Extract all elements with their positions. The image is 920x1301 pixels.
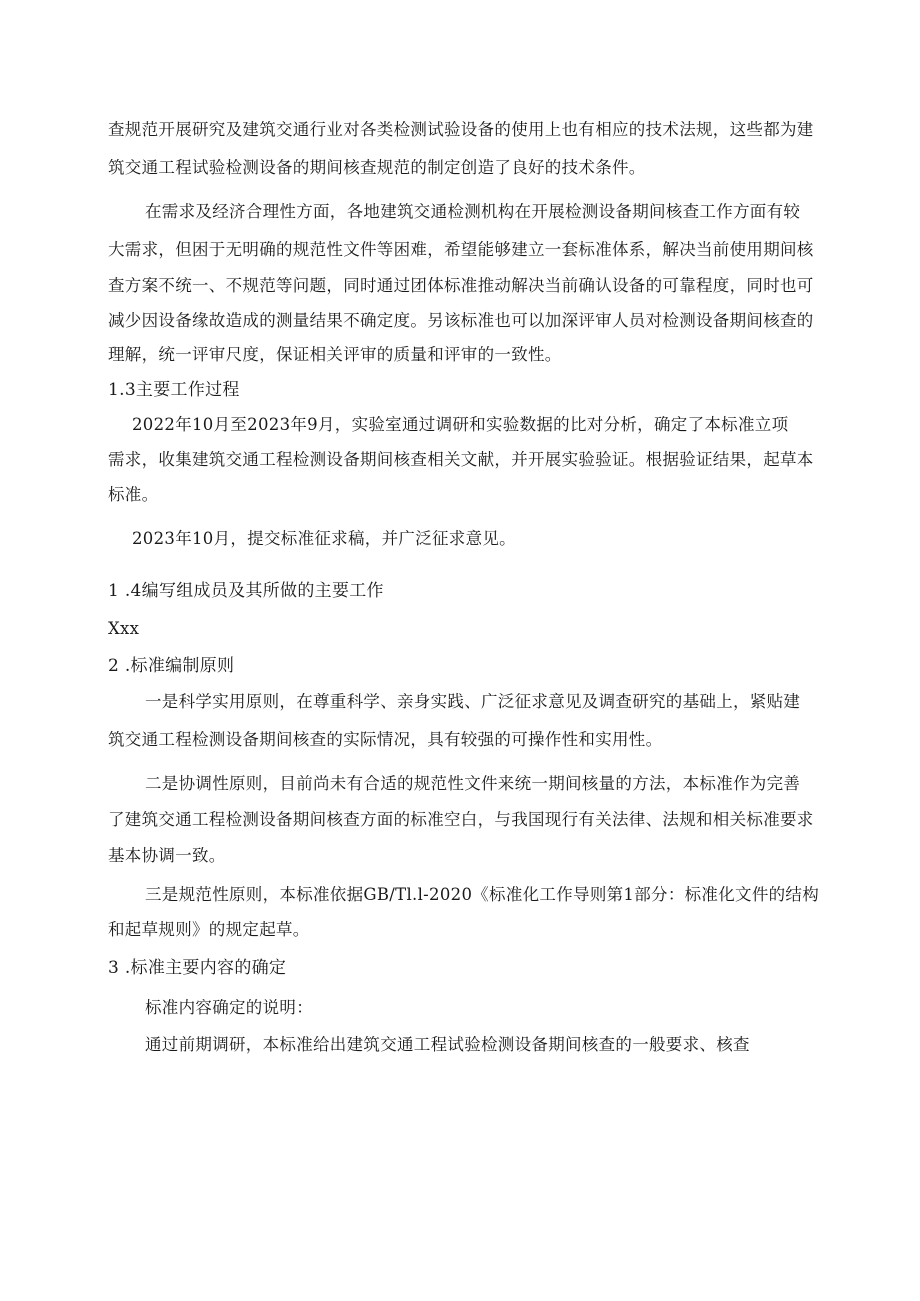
section-heading-2: 2 .标准编制原则 [108,656,235,676]
paragraph-line: 二是协调性原则，目前尚未有合适的规范性文件来统一期间核量的方法，本标准作为完善 [145,774,801,793]
paragraph-line: 了建筑交通工程检测设备期间核查方面的标准空白，与我国现行有关法律、法规和相关标准要求 [108,810,814,829]
paragraph-line: 和起草规则》的规定起草。 [108,920,310,939]
section-heading-1-4: 1 .4编写组成员及其所做的主要工作 [108,581,384,601]
paragraph-line: 三是规范性原则，本标准依据GB/Tl.l-2020《标准化工作导则第1部分：标准化文件的结构 [145,885,820,904]
paragraph-line: 标准。 [108,485,159,504]
paragraph-line: 基本协调一致。 [108,846,226,865]
paragraph-line: 标准内容确定的说明： [145,998,313,1017]
paragraph-line: 2022年10月至2023年9月，实验室通过调研和实验数据的比对分析，确定了本标准立项 [132,415,789,434]
paragraph-line: 2023年10月，提交标准征求稿，并广泛征求意见。 [132,529,516,548]
paragraph-line: 大需求，但困于无明确的规范性文件等困难，希望能够建立一套标准体系，解决当前使用期间核 [108,240,814,259]
section-heading-1-3: 1.3主要工作过程 [108,380,240,400]
paragraph-line: 查规范开展研究及建筑交通行业对各类检测试验设备的使用上也有相应的技术法规，这些都为建 [108,120,814,139]
paragraph-line: 筑交通工程检测设备期间核查的实际情况，具有较强的可操作性和实用性。 [108,730,663,749]
paragraph-line: 筑交通工程试验检测设备的期间核查规范的制定创造了良好的技术条件。 [108,158,646,177]
paragraph-line: 减少因设备缘故造成的测量结果不确定度。另该标准也可以加深评审人员对检测设备期间核查的 [108,311,814,330]
section-content: Xxx [108,619,140,638]
paragraph-line: 通过前期调研，本标准给出建筑交通工程试验检测设备期间核查的一般要求、核查 [145,1035,750,1054]
paragraph-line: 理解，统一评审尺度，保证相关评审的质量和评审的一致性。 [108,345,562,364]
section-heading-3: 3 .标准主要内容的确定 [108,958,287,978]
paragraph-line: 在需求及经济合理性方面，各地建筑交通检测机构在开展检测设备期间核查工作方面有较 [145,202,801,221]
paragraph-line: 查方案不统一、不规范等问题，同时通过团体标准推动解决当前确认设备的可靠程度，同时也可 [108,276,814,295]
paragraph-line: 一是科学实用原则，在尊重科学、亲身实践、广泛征求意见及调查研究的基础上，紧贴建 [145,692,801,711]
paragraph-line: 需求，收集建筑交通工程检测设备期间核查相关文献，并开展实验验证。根据验证结果，起草本 [108,450,814,469]
